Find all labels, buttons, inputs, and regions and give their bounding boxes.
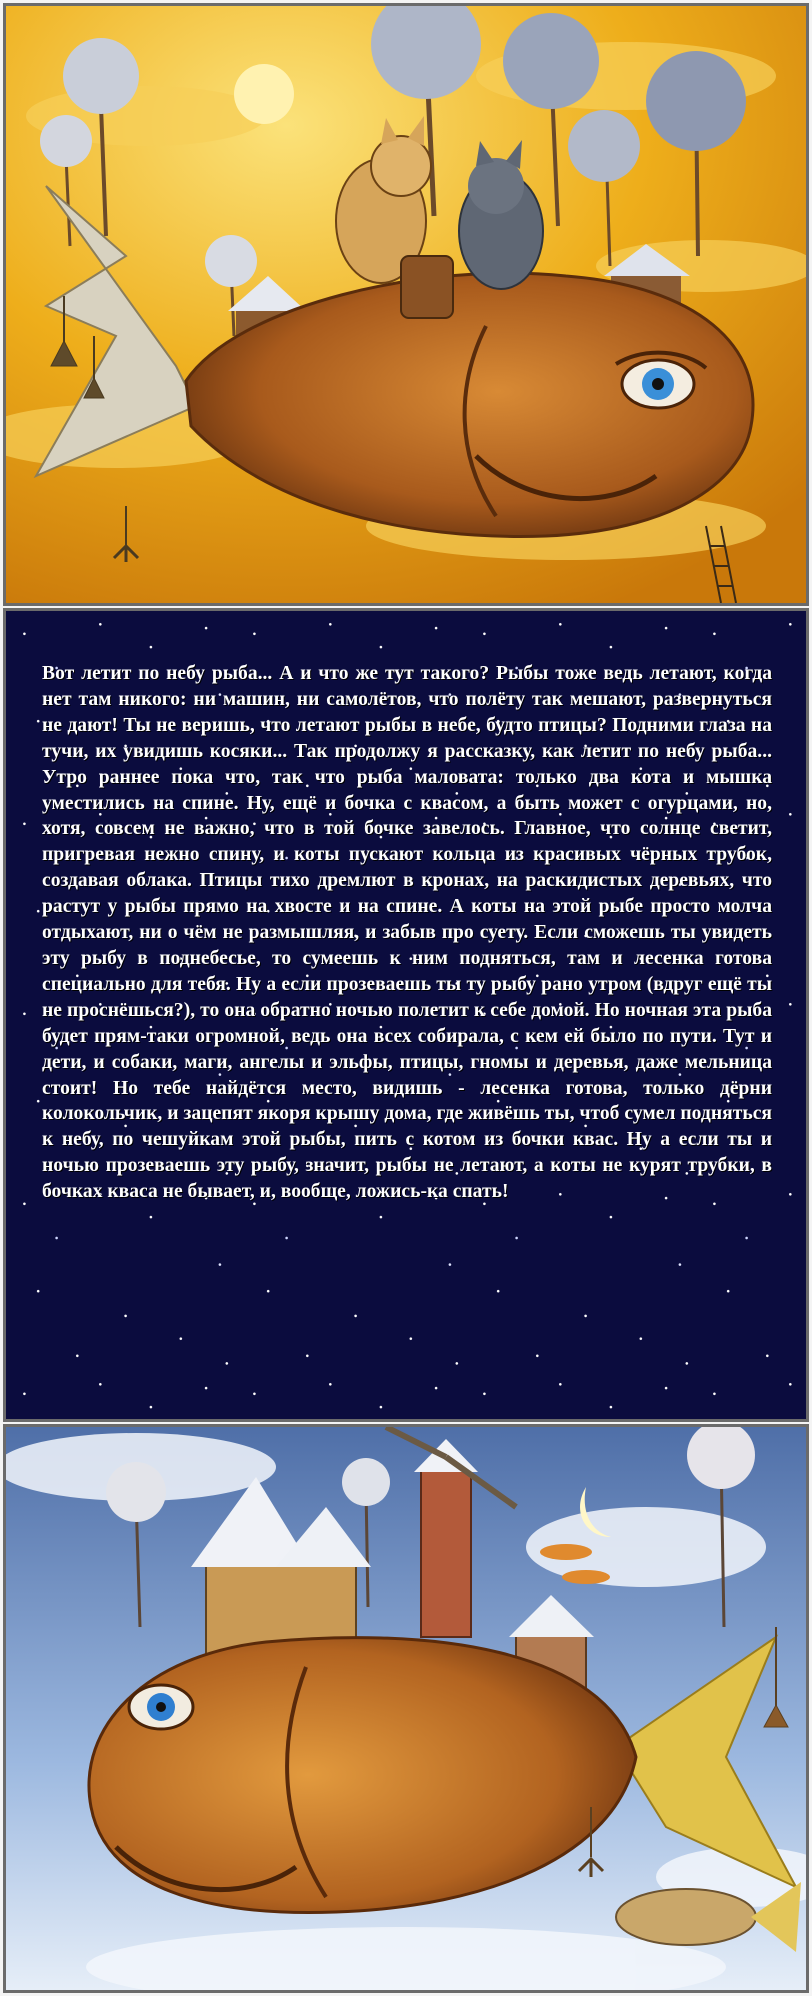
windmill [421,1467,471,1637]
story-text: Вот летит по небу рыба... А и что же тут такого? Рыбы тоже ведь летают, когда нет там никого: ни машин, ни самолётов, что полёту так мешают, развернуться не дают! Ты не веришь, что летают рыбы в небе, будто птицы? Подними глаза на тучи, их увидишь косяки... Так продолжу я рассказку, как летит по небу рыба... Утро раннее пока что, так что рыба маловата: только два кота и мышка уместились на спине. Ну, ещё и бочка с квасом, а быть может с огурцами, но, хотя, совсем не важно, что в той бочке завелось. Главное, что солнце светит, пригревая нежно спину, и коты пускают кольца из красивых чёрных трубок, создавая облака. Птицы тихо дремлют в кронах, на раскидистых деревьях, что растут у рыбы прямо на хвосте и на спине. А коты на этой рыбе просто молча отдыхают, ни о чём не размышляя, и забыв про суету. Если сможешь ты увидеть эту рыбу в поднебесье, то сумеешь к ним подняться, там и лесенка готова специально для тебя. Ну а если прозеваешь ты ту рыбу рано утром (вдруг ещё ты не проснёшься?), то она обратно ночью полетит к себе домой. Но ночная эта рыба будет прям-таки огромной, ведь она всех собирала, с кем ей было по пути. Тут и дети, и собаки, маги, ангелы и эльфы, птицы, гномы и деревья, даже мельница стоит! Но тебе найдётся место, видишь - лесенка готова, только дёрни колокольчик, и зацепят якоря крышу дома, где живёшь ты, чтоб сумел подняться к небу, по чешуйкам этой рыбы, пить с котом из бочки квас. Ну а если ты и ночью прозеваешь эту рыбу, значит, рыбы не летают, а коты не курят трубки, в бочках кваса не бывает, и, вообще, ложись-ка спать! [42,663,772,1203]
sun [234,64,294,124]
barrel [401,256,453,318]
story-panel [3,608,809,1422]
bottom-painting [3,1424,809,1993]
top-painting [3,3,809,606]
flying-fish-night-illustration [6,1427,806,1990]
fish-pupil [156,1702,166,1712]
flying-fish-day-illustration [6,6,806,603]
fish-pupil [652,378,664,390]
